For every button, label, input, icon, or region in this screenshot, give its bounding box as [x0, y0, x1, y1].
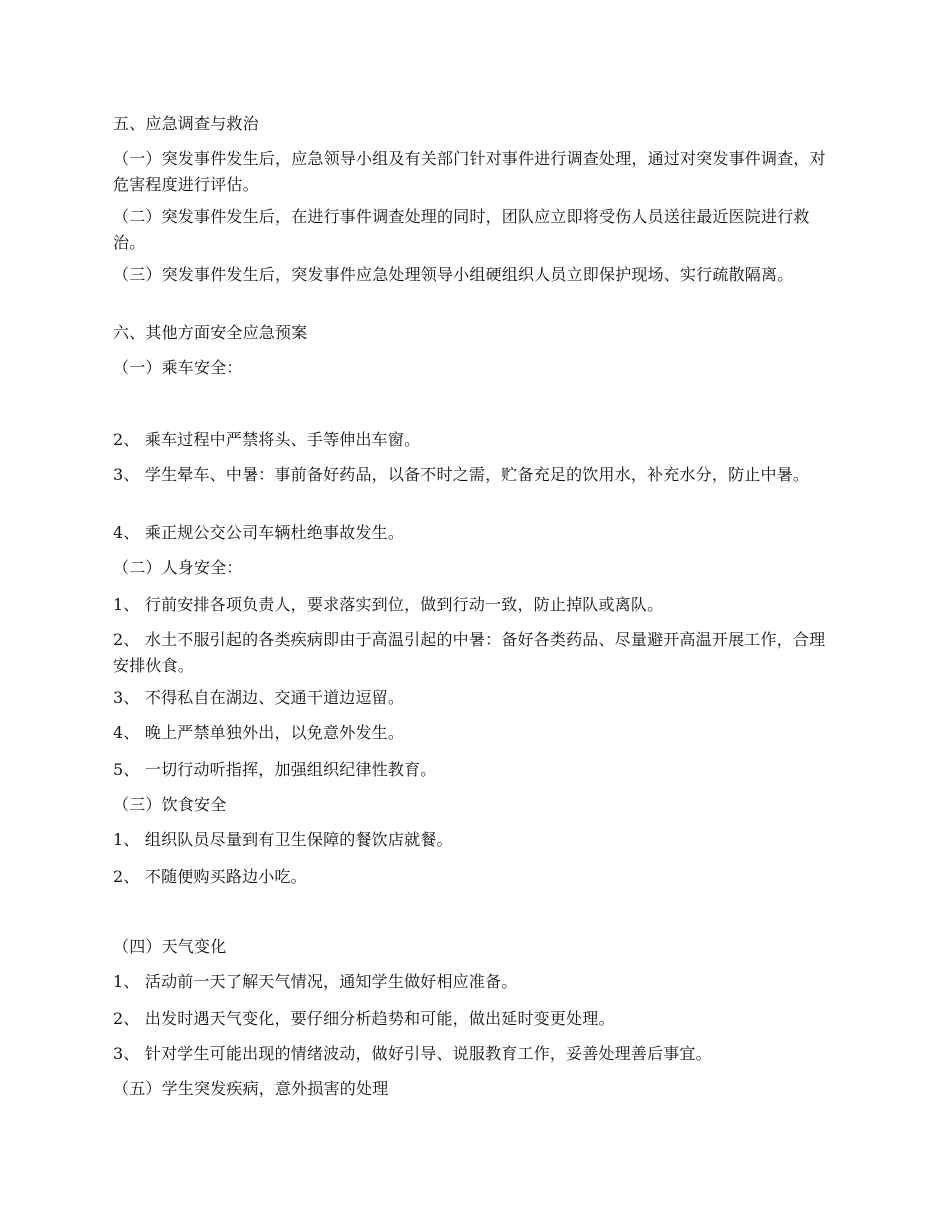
list-item: 4、 晚上严禁单独外出，以免意外发生。	[113, 723, 405, 742]
subheading-personal-safety: （二）人身安全：	[113, 558, 243, 577]
list-item: 1、 行前安排各项负责人，要求落实到位，做到行动一致，防止掉队或离队。	[113, 595, 664, 614]
list-item: 1、 组织队员尽量到有卫生保障的餐饮店就餐。	[113, 830, 453, 849]
list-item: 3、 不得私自在湖边、交通干道边逗留。	[113, 688, 405, 707]
subheading-weather-change: （四）天气变化	[113, 937, 227, 956]
section-heading-emergency-investigation: 五、应急调查与救治	[113, 114, 259, 133]
list-item: 2、 出发时遇天气变化，要仔细分析趋势和可能，做出延时变更处理。	[113, 1009, 615, 1028]
list-item: 5、 一切行动听指挥，加强组织纪律性教育。	[113, 760, 437, 779]
list-item: 1、 活动前一天了解天气情况，通知学生做好相应准备。	[113, 972, 518, 991]
list-item: 2、 不随便购买路边小吃。	[113, 867, 307, 886]
paragraph: （二）突发事件发生后，在进行事件调查处理的同时，团队应立即将受伤人员送往最近医院进行救治。	[113, 207, 810, 252]
list-item: 2、 水土不服引起的各类疾病即由于高温引起的中暑：备好各类药品、尽量避开高温开展工作，合理安排伙食。	[113, 630, 826, 675]
subheading-vehicle-safety: （一）乘车安全：	[113, 358, 243, 377]
section-heading-other-safety: 六、其他方面安全应急预案	[113, 323, 308, 342]
paragraph: （三）突发事件发生后，突发事件应急处理领导小组硬组织人员立即保护现场、实行疏散隔离。	[113, 265, 794, 284]
list-item: 3、 学生晕车、中暑：事前备好药品，以备不时之需，贮备充足的饮用水，补充水分，防止中暑。	[113, 465, 810, 484]
subheading-sudden-illness: （五）学生突发疾病，意外损害的处理	[113, 1079, 389, 1098]
list-item: 4、 乘正规公交公司车辆杜绝事故发生。	[113, 523, 405, 542]
subheading-food-safety: （三）饮食安全	[113, 795, 227, 814]
paragraph: （一）突发事件发生后，应急领导小组及有关部门针对事件进行调查处理，通过对突发事件调查，对危害程度进行评估。	[113, 149, 826, 194]
list-item: 3、 针对学生可能出现的情绪波动，做好引导、说服教育工作，妥善处理善后事宜。	[113, 1044, 712, 1063]
list-item: 2、 乘车过程中严禁将头、手等伸出车窗。	[113, 430, 421, 449]
